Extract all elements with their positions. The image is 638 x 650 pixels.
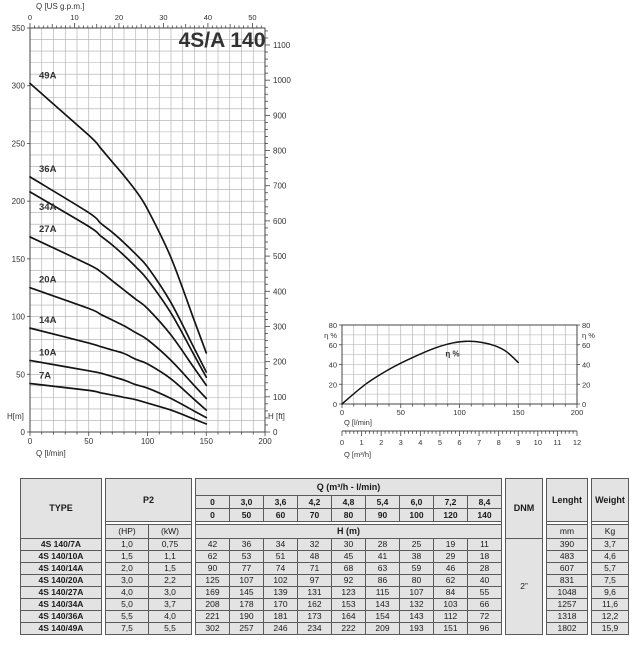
p2-kw-value: 1,5 (149, 563, 191, 574)
dnm-value: 2” (506, 539, 542, 634)
p2-kw-value: 1,1 (149, 551, 191, 562)
left-axis-tick-label: 350 (11, 24, 25, 33)
head-value: 41 (366, 551, 399, 562)
p2-hp-value: 1,0 (106, 539, 148, 550)
dnm-header: DNM (506, 479, 542, 538)
head-value: 102 (264, 575, 297, 586)
head-value: 28 (366, 539, 399, 550)
m3h-tick-label: 5 (437, 438, 443, 447)
head-value: 115 (366, 587, 399, 598)
p2-kw-value: 3,7 (149, 599, 191, 610)
head-value: 62 (196, 551, 229, 562)
gutter (547, 522, 587, 524)
eff-left-tick-label: 20 (328, 380, 337, 390)
eff-bottom-axis-title: Q [l/min] (344, 418, 372, 427)
head-value: 103 (434, 599, 467, 610)
efficiency-curve (342, 341, 518, 404)
head-value: 42 (196, 539, 229, 550)
eff-left-tick-label: 80 (328, 321, 337, 330)
weight-block (591, 478, 629, 635)
head-value: 18 (468, 551, 501, 562)
efficiency-chart (312, 313, 638, 463)
eff-right-tick-label: 80 (582, 321, 591, 330)
lenght-value: 607 (547, 563, 587, 574)
right-axis-tick-label: 200 (273, 357, 287, 367)
head-value: 11 (468, 539, 501, 550)
head-value: 48 (298, 551, 331, 562)
head-value: 63 (366, 563, 399, 574)
head-value: 178 (230, 599, 263, 610)
head-value: 257 (230, 623, 263, 634)
head-value: 173 (298, 611, 331, 622)
head-value: 46 (434, 563, 467, 574)
right-axis-tick-label: 1000 (273, 76, 291, 86)
head-value: 302 (196, 623, 229, 634)
head-value: 84 (434, 587, 467, 598)
lenght-unit: mm (547, 525, 587, 538)
pump-curve-49A (30, 83, 206, 352)
m3h-tick-label: 12 (572, 438, 582, 447)
m3h-tick-label: 10 (533, 438, 543, 447)
left-axis-tick-label: 300 (11, 81, 25, 91)
head-value: 145 (230, 587, 263, 598)
bottom-axis-title: Q [l/min] (36, 449, 66, 458)
head-value: 45 (332, 551, 365, 562)
left-axis-tick-label: 50 (16, 370, 25, 380)
pump-curve-36A (30, 177, 206, 372)
head-value: 40 (468, 575, 501, 586)
curve-label-20A: 20A (39, 274, 57, 286)
q-lmin-value: 0 (196, 509, 229, 521)
head-value: 28 (468, 563, 501, 574)
m3h-tick-label: 8 (496, 438, 501, 447)
curve-label-36A: 36A (39, 163, 57, 175)
p2-hp-value: 1,5 (106, 551, 148, 562)
lenght-block (546, 478, 588, 635)
q-lmin-value: 80 (332, 509, 365, 521)
head-value: 234 (298, 623, 331, 634)
head-value: 208 (196, 599, 229, 610)
head-value: 170 (264, 599, 297, 610)
eff-bottom-tick-label: 0 (339, 408, 345, 417)
head-value: 209 (366, 623, 399, 634)
gutter (106, 522, 191, 524)
eff-bottom-tick-label: 200 (570, 408, 584, 417)
q-m3h-value: 3,6 (264, 496, 297, 508)
p2-kw-value: 4,0 (149, 611, 191, 622)
head-value: 143 (400, 611, 433, 622)
right-axis-tick-label: 1100 (273, 40, 291, 50)
head-value: 246 (264, 623, 297, 634)
weight-value: 15,9 (592, 623, 628, 634)
dnm-block (505, 478, 543, 635)
q-lmin-value: 90 (366, 509, 399, 521)
bottom-axis-tick-label: 200 (258, 437, 272, 446)
pump-curve-20A (30, 288, 206, 399)
weight-header: Weight (592, 479, 628, 521)
curve-label-34A: 34A (39, 201, 57, 213)
p2-block (105, 478, 192, 635)
p2-hp-value: 7,5 (106, 623, 148, 634)
curve-label-7A: 7A (39, 370, 52, 382)
top-axis-tick-label: 50 (248, 13, 257, 22)
top-axis-tick-label: 40 (203, 13, 213, 22)
head-value: 181 (264, 611, 297, 622)
q-lmin-value: 140 (468, 509, 501, 521)
head-value: 193 (400, 623, 433, 634)
head-value: 132 (400, 599, 433, 610)
head-value: 32 (298, 539, 331, 550)
eff-right-tick-label: 20 (582, 380, 591, 390)
head-value: 164 (332, 611, 365, 622)
head-value: 51 (264, 551, 297, 562)
q-lmin-value: 60 (264, 509, 297, 521)
pump-type: 4S 140/36A (21, 611, 101, 622)
p2-kw-value: 2,2 (149, 575, 191, 586)
head-value: 131 (298, 587, 331, 598)
gutter (592, 522, 628, 524)
m3h-tick-label: 6 (457, 438, 462, 447)
head-value: 77 (230, 563, 263, 574)
lenght-value: 1048 (547, 587, 587, 598)
m3h-tick-label: 0 (339, 438, 345, 447)
head-value: 97 (298, 575, 331, 586)
head-value: 151 (434, 623, 467, 634)
pump-type: 4S 140/34A (21, 599, 101, 610)
eff-right-tick-label: 0 (582, 400, 587, 409)
eff-bottom-tick-label: 100 (453, 408, 466, 417)
p2-header: P2 (106, 479, 191, 521)
right-axis-tick-label: 100 (273, 392, 287, 402)
p2-kw-value: 0,75 (149, 539, 191, 550)
q-lmin-value: 120 (434, 509, 467, 521)
top-axis-tick-label: 10 (70, 13, 79, 22)
m3h-tick-label: 3 (398, 438, 403, 447)
head-value: 80 (400, 575, 433, 586)
head-value: 25 (400, 539, 433, 550)
main-performance-chart (0, 0, 305, 470)
q-header: Q (m³/h - l/min) (196, 479, 501, 495)
right-axis-tick-label: 600 (273, 216, 287, 226)
eff-bottom-tick-label: 50 (396, 408, 405, 417)
q-m3h-value: 3,0 (230, 496, 263, 508)
m3h-tick-label: 7 (476, 438, 482, 447)
head-value: 125 (196, 575, 229, 586)
left-axis-tick-label: 0 (20, 428, 25, 437)
head-value: 154 (366, 611, 399, 622)
head-value: 74 (264, 563, 297, 574)
eff-bottom-tick-label: 150 (511, 408, 525, 417)
p2-hp-value: 4,0 (106, 587, 148, 598)
head-value: 55 (468, 587, 501, 598)
head-value: 92 (332, 575, 365, 586)
lenght-value: 483 (547, 551, 587, 562)
h-header: H (m) (196, 525, 501, 538)
q-m3h-value: 8,4 (468, 496, 501, 508)
top-axis-title: Q [US g.p.m.] (36, 2, 85, 11)
curve-label-10A: 10A (39, 347, 57, 359)
lenght-value: 1257 (547, 599, 587, 610)
eff-right-tick-label: 60 (582, 340, 591, 350)
head-value: 221 (196, 611, 229, 622)
head-value: 123 (332, 587, 365, 598)
p2-hp-value: 3,0 (106, 575, 148, 586)
head-value: 90 (196, 563, 229, 574)
left-axis-tick-label: 100 (11, 312, 25, 322)
right-axis-tick-label: 400 (273, 287, 287, 297)
gutter (196, 522, 501, 524)
pump-type: 4S 140/20A (21, 575, 101, 586)
right-axis-tick-label: 300 (273, 322, 287, 332)
weight-unit: Kg (592, 525, 628, 538)
head-value: 66 (468, 599, 501, 610)
head-value: 96 (468, 623, 501, 634)
bottom-axis-tick-label: 150 (199, 437, 213, 446)
p2-unit-kw: (kW) (149, 525, 191, 538)
m3h-tick-label: 11 (553, 438, 562, 447)
head-value: 190 (230, 611, 263, 622)
type-header: TYPE (21, 479, 101, 538)
head-value: 71 (298, 563, 331, 574)
eff-left-tick-label: 40 (328, 360, 337, 370)
top-axis-tick-label: 30 (159, 13, 168, 22)
head-value: 53 (230, 551, 263, 562)
head-value: 34 (264, 539, 297, 550)
left-axis-tick-label: 250 (11, 139, 25, 149)
weight-value: 5,7 (592, 563, 628, 574)
weight-value: 3,7 (592, 539, 628, 550)
head-value: 72 (468, 611, 501, 622)
head-value: 143 (366, 599, 399, 610)
weight-value: 4,6 (592, 551, 628, 562)
q-lmin-value: 100 (400, 509, 433, 521)
right-axis-tick-label: 900 (273, 111, 287, 121)
q-m3h-value: 0 (196, 496, 229, 508)
q-m3h-value: 4,2 (298, 496, 331, 508)
bottom-axis-tick-label: 0 (27, 437, 33, 446)
head-value: 38 (400, 551, 433, 562)
pump-type: 4S 140/49A (21, 623, 101, 634)
right-axis-tick-label: 500 (273, 252, 287, 262)
right-axis-tick-label: 0 (273, 428, 278, 437)
m3h-axis-title: Q [m³/h] (344, 450, 372, 459)
weight-value: 11,6 (592, 599, 628, 610)
eff-right-axis-title: η % (582, 331, 595, 340)
p2-kw-value: 3,0 (149, 587, 191, 598)
left-axis-tick-label: 200 (11, 197, 25, 207)
q-lmin-value: 50 (230, 509, 263, 521)
eff-left-tick-label: 0 (332, 400, 337, 409)
curve-label-14A: 14A (39, 315, 57, 327)
lenght-header: Lenght (547, 479, 587, 521)
q-m3h-value: 5,4 (366, 496, 399, 508)
p2-hp-value: 5,5 (106, 611, 148, 622)
lenght-value: 1318 (547, 611, 587, 622)
head-value: 30 (332, 539, 365, 550)
head-value: 162 (298, 599, 331, 610)
lenght-value: 831 (547, 575, 587, 586)
head-value: 112 (434, 611, 467, 622)
head-value: 169 (196, 587, 229, 598)
p2-hp-value: 2,0 (106, 563, 148, 574)
head-value: 153 (332, 599, 365, 610)
bottom-axis-tick-label: 100 (140, 437, 155, 446)
p2-unit-hp: (HP) (106, 525, 148, 538)
right-axis-tick-label: 700 (273, 181, 287, 191)
head-value: 29 (434, 551, 467, 562)
lenght-value: 390 (547, 539, 587, 550)
chart-title: 4S/A 140 (178, 29, 266, 52)
left-axis-tick-label: 150 (11, 254, 25, 264)
right-axis-tick-label: 800 (273, 146, 287, 156)
weight-value: 9,6 (592, 587, 628, 598)
head-value: 107 (230, 575, 263, 586)
specification-table (20, 478, 629, 635)
q-m3h-value: 7,2 (434, 496, 467, 508)
top-axis-tick-label: 0 (27, 13, 33, 22)
lenght-value: 1802 (547, 623, 587, 634)
eff-left-axis-title: η % (324, 331, 337, 340)
weight-value: 7,5 (592, 575, 628, 586)
type-column-block (20, 478, 102, 635)
bottom-axis-tick-label: 50 (84, 437, 94, 446)
left-axis-title: H[m] (7, 412, 24, 421)
top-axis-tick-label: 20 (114, 13, 124, 22)
m3h-tick-label: 9 (516, 438, 521, 447)
curve-label-27A: 27A (39, 223, 57, 235)
head-value: 68 (332, 563, 365, 574)
weight-value: 12,2 (592, 611, 628, 622)
efficiency-annotation: η % (445, 349, 460, 359)
eff-right-tick-label: 40 (582, 360, 591, 370)
head-value: 139 (264, 587, 297, 598)
head-value: 36 (230, 539, 263, 550)
m3h-tick-label: 4 (418, 438, 423, 447)
m3h-tick-label: 2 (379, 438, 384, 447)
pump-type: 4S 140/7A (21, 539, 101, 550)
head-value: 86 (366, 575, 399, 586)
head-value: 222 (332, 623, 365, 634)
pump-type: 4S 140/14A (21, 563, 101, 574)
curve-label-49A: 49A (39, 70, 57, 82)
head-value: 62 (434, 575, 467, 586)
head-value: 59 (400, 563, 433, 574)
pump-type: 4S 140/27A (21, 587, 101, 598)
head-value: 19 (434, 539, 467, 550)
q-lmin-value: 70 (298, 509, 331, 521)
head-value: 107 (400, 587, 433, 598)
q-m3h-value: 4,8 (332, 496, 365, 508)
q-m3h-value: 6,0 (400, 496, 433, 508)
pump-curve-27A (30, 237, 206, 385)
right-axis-title: H [ft] (268, 412, 285, 421)
pump-type: 4S 140/10A (21, 551, 101, 562)
p2-kw-value: 5,5 (149, 623, 191, 634)
eff-left-tick-label: 60 (328, 340, 337, 350)
flow-head-block (195, 478, 502, 635)
m3h-tick-label: 1 (359, 438, 364, 447)
p2-hp-value: 5,0 (106, 599, 148, 610)
